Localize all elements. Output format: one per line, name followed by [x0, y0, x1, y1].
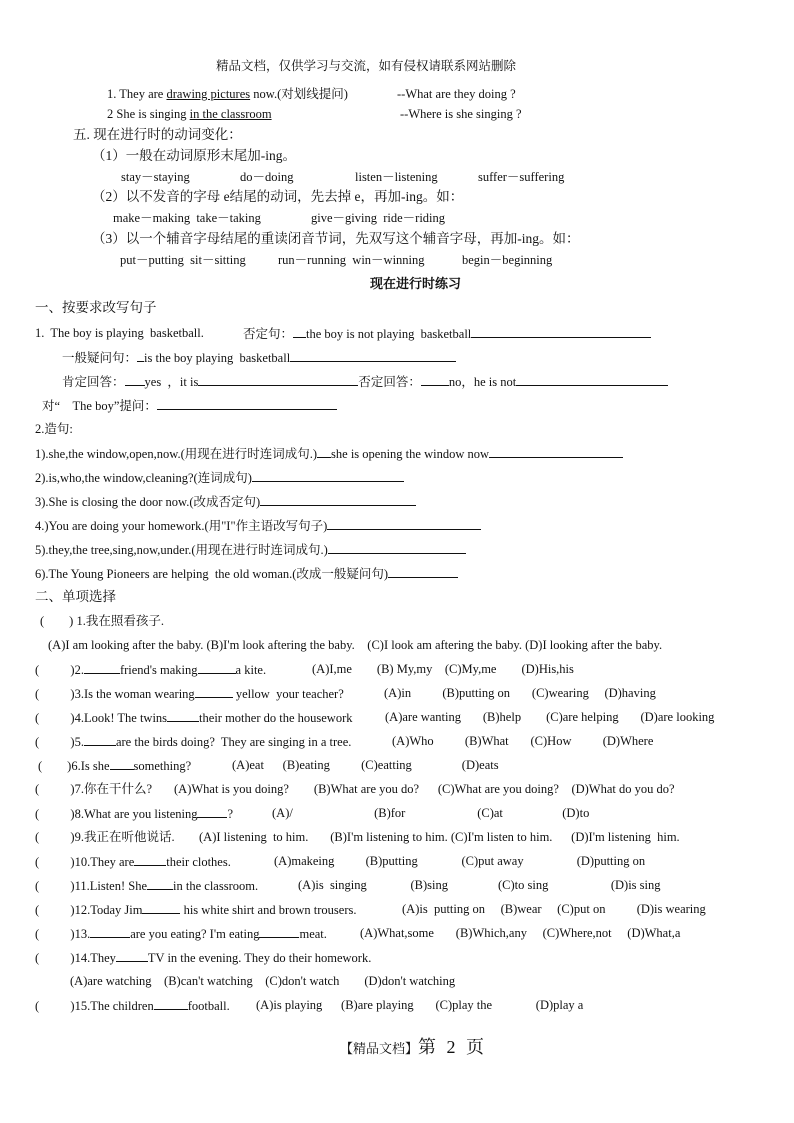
page-number: 第 2 页 — [418, 1037, 488, 1057]
blank — [142, 901, 180, 914]
exercise-1-short-answers — [62, 373, 668, 390]
mc-2-stem-c: a kite. — [235, 663, 267, 677]
mc-question-14: ( )14.They TV in the evening. They do their homework. — [35, 951, 372, 965]
mc-6-stem-b: something? — [133, 759, 192, 773]
exercise-1-subject-question — [42, 397, 337, 414]
blank — [157, 397, 337, 410]
subject-question-label: 对“ The boy”提问： — [42, 399, 157, 413]
intro-answer-1: --What are they doing ? — [397, 87, 516, 101]
page-header: 精品文档，仅供学习与交流，如有侵权请联系网站删除 — [216, 59, 517, 73]
mc-11-options: (A)is singing (B)sing (C)to sing (D)is sing — [298, 878, 661, 892]
blank — [516, 373, 668, 386]
intro-question-1 — [107, 86, 348, 102]
blank — [388, 565, 458, 578]
blank — [125, 373, 145, 386]
blank — [167, 709, 199, 722]
blank — [290, 349, 456, 362]
rule-1: （1）一般在动词原形末尾加-ing。 — [92, 148, 296, 163]
blank — [110, 757, 134, 770]
yes-label: 肯定回答： — [62, 375, 125, 389]
blank — [293, 325, 306, 338]
mc-6-options: (A)eat (B)eating (C)eatting (D)eats — [232, 758, 499, 772]
rule-2-example-2: give－giving ride－riding — [311, 211, 446, 225]
sentence-5 — [35, 541, 466, 558]
sentence-1-answer: she is opening the window now — [331, 447, 490, 461]
mc-1-stem: 1.我在照看孩子. — [76, 614, 164, 628]
mc-question-2: ( )2. friend's making a kite. — [35, 663, 267, 677]
mc-question-1: ( ) 1.我在照看孩子. — [40, 614, 164, 628]
blank — [154, 997, 188, 1010]
yes-answer: yes ，it is — [144, 375, 199, 389]
q1-text: 1. They are — [107, 87, 167, 101]
page-footer — [340, 1036, 487, 1060]
sentence-6-prompt: 6).The Young Pioneers are helping the old woman.(改成一般疑问句) — [35, 567, 389, 581]
mc-question-13: ( )13. are you eating? I'm eating meat. — [35, 927, 327, 941]
blank — [328, 541, 466, 554]
mc-1-options: (A)I am looking after the baby. (B)I'm look aftering the baby. (C)I look am aftering the baby. (D)I looking after the baby. — [48, 638, 663, 652]
mc-10-options: (A)makeing (B)putting (C)put away (D)putting on — [274, 854, 646, 868]
blank — [84, 733, 116, 746]
blank — [198, 373, 358, 386]
exercise-1-sentence: 1. The boy is playing basketball. — [35, 326, 204, 340]
blank — [195, 685, 233, 698]
intro-question-2 — [107, 106, 272, 122]
q1-text-post: now.(对划线提问) — [250, 87, 348, 101]
rule-2-example-1: make－making take－taking — [113, 211, 261, 225]
blank — [259, 925, 299, 938]
mc-11-stem-b: in the classroom. — [173, 879, 259, 893]
mc-7-options: (A)What is you doing? (B)What are you do? (C)What are you doing? (D)What do you do? — [174, 782, 675, 796]
mc-8-options: (A)/ (B)for (C)at (D)to — [272, 806, 590, 820]
mc-question-6: ( )6.Is she something? — [38, 759, 192, 773]
sentence-1-prompt: 1).she,the window,open,now.(用现在进行时连词成句.) — [35, 447, 318, 461]
sentence-2-prompt: 2).is,who,the window,cleaning?(连词成句) — [35, 471, 252, 485]
mc-question-9: ( )9.我正在听他说话. — [35, 830, 175, 844]
negative-answer: the boy is not playing basketball — [306, 327, 472, 341]
mc-15-stem-b: football. — [187, 999, 230, 1013]
mc-14-options: (A)are watching (B)can't watching (C)don't watch (D)don't watching — [70, 974, 456, 988]
mc-question-4: ( )4.Look! The twins their mother do the housework — [35, 711, 353, 725]
exercise-2-title: 2.造句: — [35, 422, 73, 436]
mc-10-stem-a: 10.They are — [74, 855, 135, 869]
mc-5-stem: are the birds doing? They are singing in a tree. — [115, 735, 352, 749]
q1-underlined: drawing pictures — [166, 87, 251, 101]
sentence-4 — [35, 517, 481, 534]
mc-7-stem: 7.你在干什么? — [74, 782, 153, 796]
blank — [84, 661, 120, 674]
blank — [260, 493, 416, 506]
mc-10-stem-b: their clothes. — [166, 855, 231, 869]
sentence-4-prompt: 4.)You are doing your homework.(用"I"作主语改写句子) — [35, 519, 328, 533]
mc-9-options: (A)I listening to him. (B)I'm listening to him. (C)I'm listen to him. (D)I'm listening him. — [199, 830, 680, 844]
mc-2-stem-b: friend's making — [119, 663, 198, 677]
blank — [137, 349, 144, 362]
blank — [421, 373, 449, 386]
mc-4-stem-b: their mother do the housework — [199, 711, 353, 725]
mc-14-stem-b: TV in the evening. They do their homework. — [147, 951, 372, 965]
mc-6-stem-a: 6.Is she — [71, 759, 110, 773]
sentence-6 — [35, 565, 458, 582]
exercise-1-negative — [243, 325, 651, 342]
blank — [147, 877, 173, 890]
rule-1-example-1: stay－staying — [121, 170, 190, 184]
mc-4-options: (A)are wanting (B)help (C)are helping (D)are looking — [385, 710, 715, 724]
blank — [197, 805, 227, 818]
blank — [116, 949, 148, 962]
mc-8-stem-b: ? — [227, 807, 234, 821]
mc-question-11: ( )11.Listen! She in the classroom. — [35, 879, 259, 893]
mc-13-stem-a: 13. — [74, 927, 91, 941]
practice-title: 现在进行时练习 — [370, 276, 462, 291]
blank — [134, 853, 166, 866]
mc-14-stem-a: 14.They — [74, 951, 116, 965]
no-label: 否定回答： — [358, 375, 421, 389]
blank — [90, 925, 130, 938]
blank — [317, 445, 331, 458]
mc-13-stem-c: meat. — [299, 927, 327, 941]
blank — [327, 517, 481, 530]
mc-5-options: (A)Who (B)What (C)How (D)Where — [392, 734, 654, 748]
sentence-5-prompt: 5).they,the tree,sing,now,under.(用现在进行时连词成句.) — [35, 543, 328, 557]
exercise-1-question — [62, 349, 456, 366]
footer-label: 【精品文档】 — [340, 1041, 419, 1056]
rule-2: （2）以不发音的字母 e结尾的动词，先去掉 e，再加-ing。如： — [92, 189, 464, 204]
mc-12-stem-a: 12.Today Jim — [74, 903, 143, 917]
q2-text: 2 She is singing — [107, 107, 190, 121]
mc-question-8: ( )8.What are you listening ? — [35, 807, 234, 821]
blank — [489, 445, 623, 458]
mc-question-15: ( )15.The children football. — [35, 999, 230, 1013]
mc-3-options: (A)in (B)putting on (C)wearing (D)having — [384, 686, 656, 700]
mc-question-12: ( )12.Today Jim his white shirt and brown trousers. — [35, 903, 357, 917]
sentence-3-prompt: 3).She is closing the door now.(改成否定句) — [35, 495, 261, 509]
sentence-3 — [35, 493, 416, 510]
mc-9-stem: 9.我正在听他说话. — [74, 830, 175, 844]
mc-12-options: (A)is putting on (B)wear (C)put on (D)is wearing — [402, 902, 706, 916]
mc-question-3: ( )3.Is the woman wearing yellow your teacher? — [35, 687, 344, 701]
rule-3-example-2: run－running win－winning — [278, 253, 425, 267]
negative-label: 否定句： — [243, 327, 294, 341]
blank — [198, 661, 236, 674]
mc-12-stem-b: his white shirt and brown trousers. — [180, 903, 357, 917]
mc-question-5: ( )5. are the birds doing? They are singing in a tree. — [35, 735, 352, 749]
mc-question-7: ( )7.你在干什么? — [35, 782, 153, 796]
question-answer: is the boy playing basketball — [144, 351, 291, 365]
blank — [471, 325, 651, 338]
no-answer: no，he is not — [448, 375, 517, 389]
section-5-title: 五. 现在进行时的动词变化： — [73, 127, 242, 142]
part-1-title: 一、按要求改写句子 — [35, 300, 157, 315]
intro-answer-2: --Where is she singing ? — [400, 107, 522, 121]
mc-2-options: (A)I,me (B) My,my (C)My,me (D)His,his — [312, 662, 574, 676]
mc-question-10: ( )10.They are their clothes. — [35, 855, 231, 869]
sentence-1 — [35, 445, 623, 462]
rule-3-example-3: begin－beginning — [462, 253, 553, 267]
mc-3-stem-b: yellow your teacher? — [232, 687, 344, 701]
mc-4-stem-a: 4.Look! The twins — [74, 711, 168, 725]
mc-8-stem-a: 8.What are you listening — [74, 807, 198, 821]
rule-3: （3）以一个辅音字母结尾的重读闭音节词，先双写这个辅音字母，再加-ing。如： — [92, 231, 580, 246]
sentence-2 — [35, 469, 404, 486]
rule-1-example-4: suffer－suffering — [478, 170, 565, 184]
rule-1-example-2: do－doing — [240, 170, 294, 184]
part-2-title: 二、单项选择 — [35, 589, 116, 604]
rule-3-example-1: put－putting sit－sitting — [120, 253, 246, 267]
mc-11-stem-a: 11.Listen! She — [74, 879, 148, 893]
mc-2-stem-a: 2. — [74, 663, 84, 677]
mc-15-options: (A)is playing (B)are playing (C)play the (D)play a — [256, 998, 584, 1012]
mc-15-stem-a: 15.The children — [74, 999, 154, 1013]
q2-underlined: in the classroom — [189, 107, 272, 121]
mc-13-options: (A)What,some (B)Which,any (C)Where,not (D)What,a — [360, 926, 681, 940]
question-label: 一般疑问句： — [62, 351, 138, 365]
mc-13-stem-b: are you eating? I'm eating — [130, 927, 260, 941]
mc-3-stem-a: 3.Is the woman wearing — [74, 687, 195, 701]
blank — [252, 469, 404, 482]
rule-1-example-3: listen－listening — [355, 170, 438, 184]
